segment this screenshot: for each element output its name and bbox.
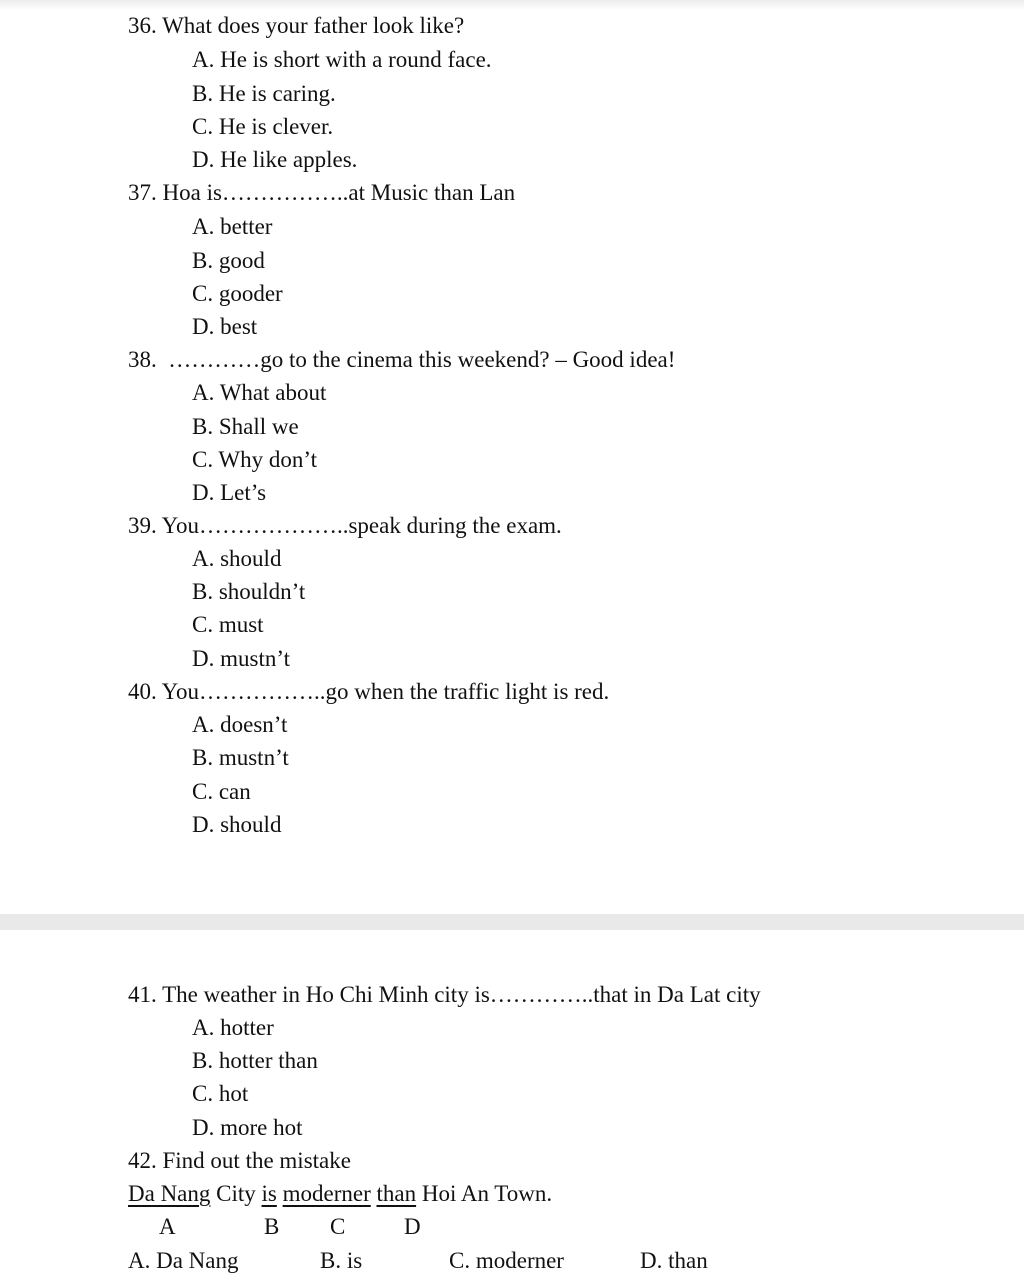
underlined-part-a: Da Nang bbox=[128, 1181, 211, 1206]
option-36-b: B. He is caring. bbox=[192, 81, 336, 106]
option-36-c: C. He is clever. bbox=[192, 114, 334, 139]
option-38-a: A. What about bbox=[192, 380, 327, 405]
question-36: 36. What does your father look like? bbox=[128, 13, 465, 38]
option-37-a: A. better bbox=[192, 214, 273, 239]
option-41-a: A. hotter bbox=[192, 1015, 274, 1040]
question-42: 42. Find out the mistake bbox=[128, 1148, 351, 1173]
page-separator bbox=[0, 914, 1024, 930]
option-42-b: B. is bbox=[320, 1248, 363, 1273]
underlined-part-d: than bbox=[376, 1181, 417, 1206]
option-39-c: C. must bbox=[192, 612, 264, 637]
option-39-a: A. should bbox=[192, 546, 282, 571]
option-37-b: B. good bbox=[192, 248, 265, 273]
option-38-b: B. Shall we bbox=[192, 414, 299, 439]
label-d: D bbox=[404, 1214, 421, 1239]
option-41-c: C. hot bbox=[192, 1081, 249, 1106]
option-42-d: D. than bbox=[640, 1248, 708, 1273]
top-edge-shadow bbox=[0, 0, 1024, 10]
option-38-c: C. Why don’t bbox=[192, 447, 318, 472]
label-b: B bbox=[264, 1214, 280, 1239]
underlined-part-b: is bbox=[261, 1181, 277, 1206]
option-39-b: B. shouldn’t bbox=[192, 579, 306, 604]
option-40-a: A. doesn’t bbox=[192, 712, 288, 737]
mistake-sentence: Da Nang City is moderner than Hoi An Town. bbox=[128, 1181, 553, 1206]
question-37: 37. Hoa is……………..at Music than Lan bbox=[128, 180, 516, 205]
underlined-part-c: moderner bbox=[282, 1181, 371, 1206]
question-40: 40. You……………..go when the traffic light is red. bbox=[128, 679, 610, 704]
option-36-a: A. He is short with a round face. bbox=[192, 47, 492, 72]
option-36-d: D. He like apples. bbox=[192, 147, 358, 172]
option-37-c: C. gooder bbox=[192, 281, 283, 306]
label-c: C bbox=[330, 1214, 346, 1239]
option-41-d: D. more hot bbox=[192, 1115, 303, 1140]
option-41-b: B. hotter than bbox=[192, 1048, 318, 1073]
option-40-d: D. should bbox=[192, 812, 282, 837]
option-38-d: D. Let’s bbox=[192, 480, 267, 505]
question-39: 39. You………………..speak during the exam. bbox=[128, 513, 562, 538]
option-42-c: C. moderner bbox=[449, 1248, 564, 1273]
option-40-c: C. can bbox=[192, 779, 251, 804]
option-37-d: D. best bbox=[192, 314, 258, 339]
question-41: 41. The weather in Ho Chi Minh city is…………..that in Da Lat city bbox=[128, 982, 761, 1007]
option-42-a: A. Da Nang bbox=[128, 1248, 239, 1273]
option-39-d: D. mustn’t bbox=[192, 646, 290, 671]
option-40-b: B. mustn’t bbox=[192, 745, 289, 770]
label-a: A bbox=[159, 1214, 176, 1239]
question-38: 38. …………go to the cinema this weekend? – Good idea! bbox=[128, 347, 676, 372]
